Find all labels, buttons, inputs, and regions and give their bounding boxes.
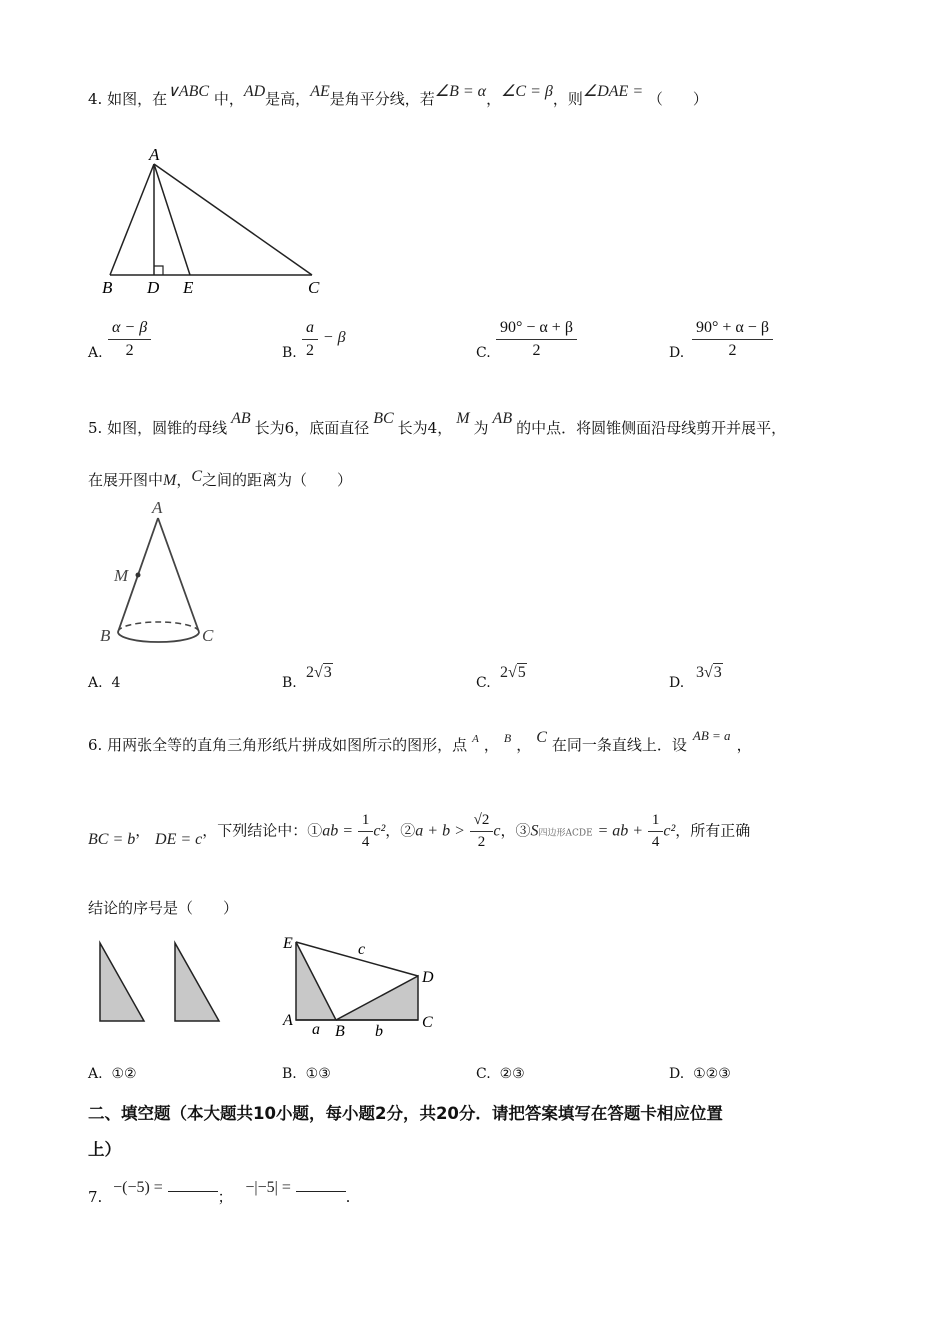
radicand: 5: [517, 664, 526, 681]
frac-den: 4: [651, 834, 660, 850]
math-angle-c: ∠C = β: [501, 83, 553, 100]
math-neg-neg-5: −(−5) =: [113, 1179, 163, 1196]
option-b-label: B.: [282, 345, 297, 361]
q4-triangle-figure: [98, 142, 338, 302]
text: ，: [516, 736, 532, 754]
q6-option-c[interactable]: [476, 1066, 525, 1082]
option-a-label: A.: [88, 345, 103, 361]
text: 在展开图中: [88, 471, 164, 489]
math-ae: AE: [310, 83, 330, 100]
math-c-squared: c²: [663, 822, 676, 840]
text: ，则: [552, 90, 583, 108]
frac-num: 90° + α − β: [692, 319, 773, 340]
label-c: C: [202, 626, 214, 645]
math-ab: AB: [492, 410, 513, 427]
segment-ae: [154, 164, 190, 275]
q6-stem-line3: 结论的序号是（ ）: [88, 899, 239, 917]
text: 是角平分线，若: [329, 90, 435, 108]
text: 为: [473, 419, 489, 437]
triangle-abc: ∨ABC: [167, 83, 210, 100]
math-m: M: [163, 472, 177, 489]
label-a: A: [149, 145, 160, 164]
text: ，③: [500, 821, 531, 840]
q5-option-a[interactable]: [88, 675, 120, 691]
q5-option-b[interactable]: 2√3: [306, 664, 332, 681]
q5-option-b-label: B.: [282, 675, 297, 691]
answer-blank-2[interactable]: [296, 1177, 346, 1192]
section-heading-line1: 二、填空题（本大题共10小题，每小题2分，共20分．请把答案填写在答题卡相应位置: [88, 1104, 723, 1123]
coef: 2: [306, 664, 314, 681]
segment-ab: [110, 164, 154, 275]
text: 中，: [213, 90, 244, 108]
math-bc-eq-b: BC = b: [88, 830, 136, 848]
label-a-side: a: [312, 1021, 320, 1038]
text: ，: [736, 736, 752, 754]
math-a: A: [472, 733, 479, 745]
option-d[interactable]: [692, 319, 773, 360]
text: 的中点．将圆锥侧面沿母线剪开并展平，: [516, 419, 787, 437]
text: 长为6，底面直径: [254, 419, 370, 437]
q6-option-b[interactable]: [282, 1066, 331, 1082]
frac-num: √2: [470, 812, 494, 832]
question-number: 5.: [88, 419, 103, 437]
q5-stem-line2: [88, 469, 352, 490]
math-de-eq-c: DE = c: [155, 830, 203, 848]
q5-option-d-label: D.: [669, 675, 685, 691]
label-a: A: [283, 1012, 293, 1029]
q5-stem-line1: [88, 410, 787, 438]
option-c[interactable]: [496, 319, 577, 360]
math-ad: AD: [243, 83, 266, 100]
option-value: ①③: [305, 1066, 331, 1082]
option-value: 4: [111, 675, 121, 691]
frac-num: 1: [648, 812, 664, 832]
option-label: C.: [476, 1066, 491, 1082]
radicand: 3: [323, 664, 332, 681]
text: 如图，圆锥的母线: [107, 419, 228, 437]
frac-den: 2: [306, 342, 314, 359]
math-s: S: [530, 822, 539, 840]
right-angle-mark: [154, 266, 163, 275]
q5-option-d[interactable]: 3√3: [696, 664, 722, 681]
text: ，下列结论中：①: [202, 821, 323, 840]
text: 长为4，: [397, 419, 453, 437]
coef: 3: [696, 664, 704, 681]
question-number: 4.: [88, 90, 103, 108]
radicand: 3: [713, 664, 722, 681]
q6-stem-line2: [88, 812, 750, 851]
coef: 2: [500, 664, 508, 681]
option-label: D.: [669, 1066, 685, 1082]
label-e: E: [183, 278, 194, 297]
text: 之间的距离为（ ）: [202, 471, 353, 489]
q7-stem: [88, 1176, 351, 1206]
text: ，: [135, 821, 151, 840]
frac-den: 2: [728, 342, 737, 359]
option-value: ①②③: [693, 1066, 731, 1082]
label-d: D: [422, 969, 434, 986]
cone-edge-ac: [158, 518, 199, 632]
text: ，: [483, 736, 499, 754]
math-angle-b: ∠B = α: [434, 83, 487, 100]
q6-stem-line1: [88, 728, 752, 755]
math-c: C: [191, 468, 203, 485]
text: ，②: [385, 821, 416, 840]
frac-num: a: [302, 319, 318, 340]
cone-base-front: [118, 632, 199, 642]
frac-num: 90° − α + β: [496, 319, 577, 340]
math-a-plus-b: a + b >: [415, 822, 465, 840]
math-neg-abs-neg-5: −|−5| =: [245, 1179, 291, 1196]
math-m: M: [456, 410, 470, 427]
frac-den: 2: [125, 342, 134, 359]
triangle-piece-2: [175, 943, 219, 1021]
q6-option-d[interactable]: [669, 1066, 731, 1082]
label-m: M: [114, 566, 129, 585]
math-b: B: [503, 731, 512, 745]
question-number: 6.: [88, 736, 103, 754]
option-label: A.: [88, 675, 103, 691]
answer-blank-1[interactable]: [168, 1177, 218, 1192]
text: ，: [176, 471, 192, 489]
text: ，所有正确: [675, 821, 751, 840]
text: 在同一条直线上．设: [551, 736, 687, 754]
section-heading-line2: 上）: [88, 1140, 121, 1159]
label-c-side: c: [358, 941, 366, 958]
text: .: [345, 1188, 351, 1206]
cone-base-back: [118, 622, 199, 632]
label-b: B: [100, 626, 111, 645]
frac-den: 2: [532, 342, 541, 359]
math-c: c: [493, 822, 501, 840]
point-m: [136, 573, 141, 578]
math-angle-dae: ∠DAE =: [582, 83, 644, 100]
triangle-abe: [296, 942, 336, 1020]
q5-option-c[interactable]: 2√5: [500, 664, 526, 681]
triangle-piece-1: [100, 943, 144, 1021]
label-e: E: [283, 935, 293, 952]
q5-cone-figure: [98, 496, 228, 656]
option-label: B.: [282, 1066, 297, 1082]
q4-stem: [88, 83, 708, 109]
label-b: B: [335, 1023, 345, 1040]
math-c: C: [536, 729, 547, 746]
q6-triangles-figure: [90, 930, 450, 1045]
frac-num: 1: [358, 812, 374, 832]
option-b[interactable]: [302, 319, 346, 360]
q6-option-a[interactable]: [88, 1066, 137, 1082]
frac-den: 4: [361, 834, 370, 850]
triangle-bcd: [336, 976, 418, 1020]
frac-num: α − β: [108, 319, 151, 340]
text: ，: [486, 90, 502, 108]
label-d: D: [147, 278, 160, 297]
q5-option-c-label: C.: [476, 675, 491, 691]
math-ab: AB: [231, 410, 251, 427]
math-eq-ab-plus: = ab +: [597, 822, 644, 840]
label-b-side: b: [375, 1023, 383, 1040]
frac-tail: − β: [322, 328, 346, 346]
text: 用两张全等的直角三角形纸片拼成如图所示的图形，点: [107, 736, 468, 754]
label-a: A: [152, 498, 163, 517]
option-a[interactable]: [108, 319, 151, 360]
answer-paren: （ ）: [647, 90, 708, 108]
option-label: A.: [88, 1066, 103, 1082]
option-value: ①②: [111, 1066, 137, 1082]
math-ab: ab =: [322, 822, 354, 840]
segment-ed: [296, 942, 418, 976]
text: 如图，在: [107, 90, 168, 108]
question-number: 7.: [88, 1188, 103, 1206]
option-value: ②③: [499, 1066, 525, 1082]
text: ；: [217, 1188, 233, 1206]
label-b: B: [102, 278, 113, 297]
text: 是高，: [265, 90, 311, 108]
label-c: C: [422, 1014, 433, 1031]
segment-ac: [154, 164, 312, 275]
math-subscript: 四边形ACDE: [538, 828, 593, 839]
math-ab-eq-a: AB = a: [692, 728, 731, 743]
frac-den: 2: [477, 834, 486, 850]
option-d-label: D.: [669, 345, 685, 361]
math-c-squared: c²: [373, 822, 386, 840]
option-c-label: C.: [476, 345, 491, 361]
label-c: C: [308, 278, 320, 297]
math-bc: BC: [373, 410, 394, 427]
